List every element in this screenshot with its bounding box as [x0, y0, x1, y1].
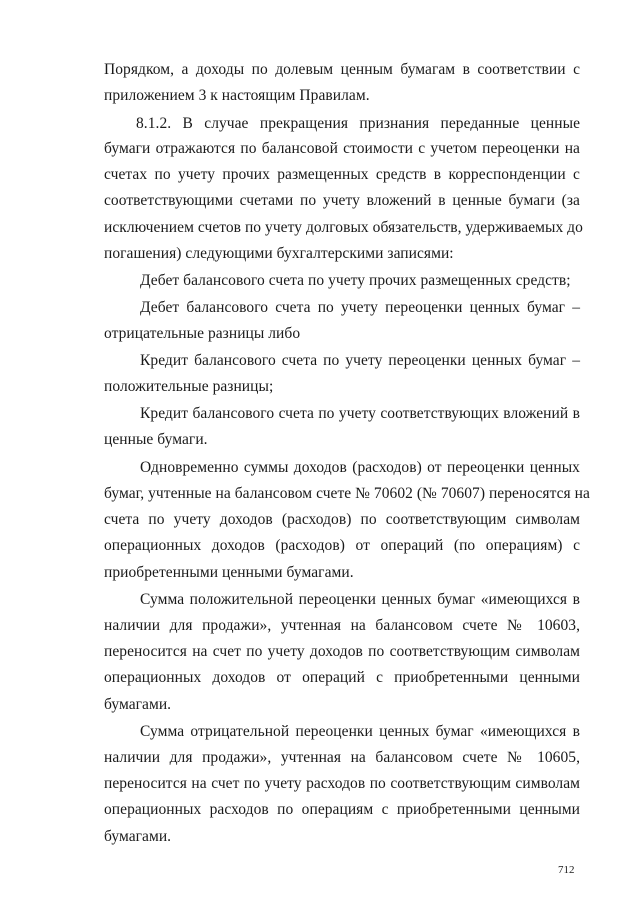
text-line: бумагами.: [104, 696, 172, 713]
text-line: Кредит балансового счета по учету переоценки ценных бумаг –: [140, 352, 580, 369]
text-line: операционных доходов (расходов) от операций (по операциям) с: [104, 537, 580, 554]
text-line: счета по учету доходов (расходов) по соответствующим символам: [104, 511, 580, 528]
text-line: отрицательные разницы либо: [104, 325, 301, 342]
text-line: приложением 3 к настоящим Правилам.: [104, 87, 370, 104]
text-line: Сумма положительной переоценки ценных бумаг «имеющихся в: [140, 591, 580, 608]
text-line: счетах по учету прочих размещенных средств в корреспонденции с: [104, 166, 580, 183]
text-line: Сумма отрицательной переоценки ценных бумаг «имеющихся в: [140, 723, 580, 740]
text-line: Дебет балансового счета по учету прочих размещенных средств;: [140, 272, 571, 289]
text-line: погашения) следующими бухгалтерскими записями:: [104, 245, 454, 262]
page-number: 712: [558, 864, 575, 876]
text-line: исключением счетов по учету долговых обязательств, удерживаемых до: [104, 219, 583, 236]
text-line: приобретенными ценными бумагами.: [104, 564, 354, 581]
text-line: операционных расходов по операциям с приобретенными ценными: [104, 801, 580, 818]
text-line: бумагами.: [104, 828, 172, 845]
text-line: 8.1.2. В случае прекращения признания переданные ценные: [136, 115, 580, 132]
text-line: переносится на счет по учету доходов по соответствующим символам: [104, 643, 580, 660]
text-line: переносится на счет по учету расходов по соответствующим символам: [104, 775, 580, 792]
text-line: Порядком, а доходы по долевым ценным бумагам в соответствии с: [104, 61, 580, 78]
text-line: соответствующими счетами по учету вложений в ценные бумаги (за: [104, 192, 580, 209]
text-line: Кредит балансового счета по учету соответствующих вложений в: [140, 405, 580, 422]
text-line: бумаг, учтенные на балансовом счете № 70602 (№ 70607) переносятся на: [104, 485, 590, 502]
text-line: бумаги отражаются по балансовой стоимости с учетом переоценки на: [104, 140, 580, 157]
text-line: наличии для продажи», учтенная на балансовом счете № 10603,: [104, 617, 580, 634]
text-line: Дебет балансового счета по учету переоценки ценных бумаг –: [140, 299, 580, 316]
text-line: положительные разницы;: [104, 378, 274, 395]
text-line: наличии для продажи», учтенная на балансовом счете № 10605,: [104, 749, 580, 766]
text-line: ценные бумаги.: [104, 431, 208, 448]
text-line: операционных доходов от операций с приобретенными ценными: [104, 669, 580, 686]
text-line: Одновременно суммы доходов (расходов) от переоценки ценных: [140, 459, 580, 476]
